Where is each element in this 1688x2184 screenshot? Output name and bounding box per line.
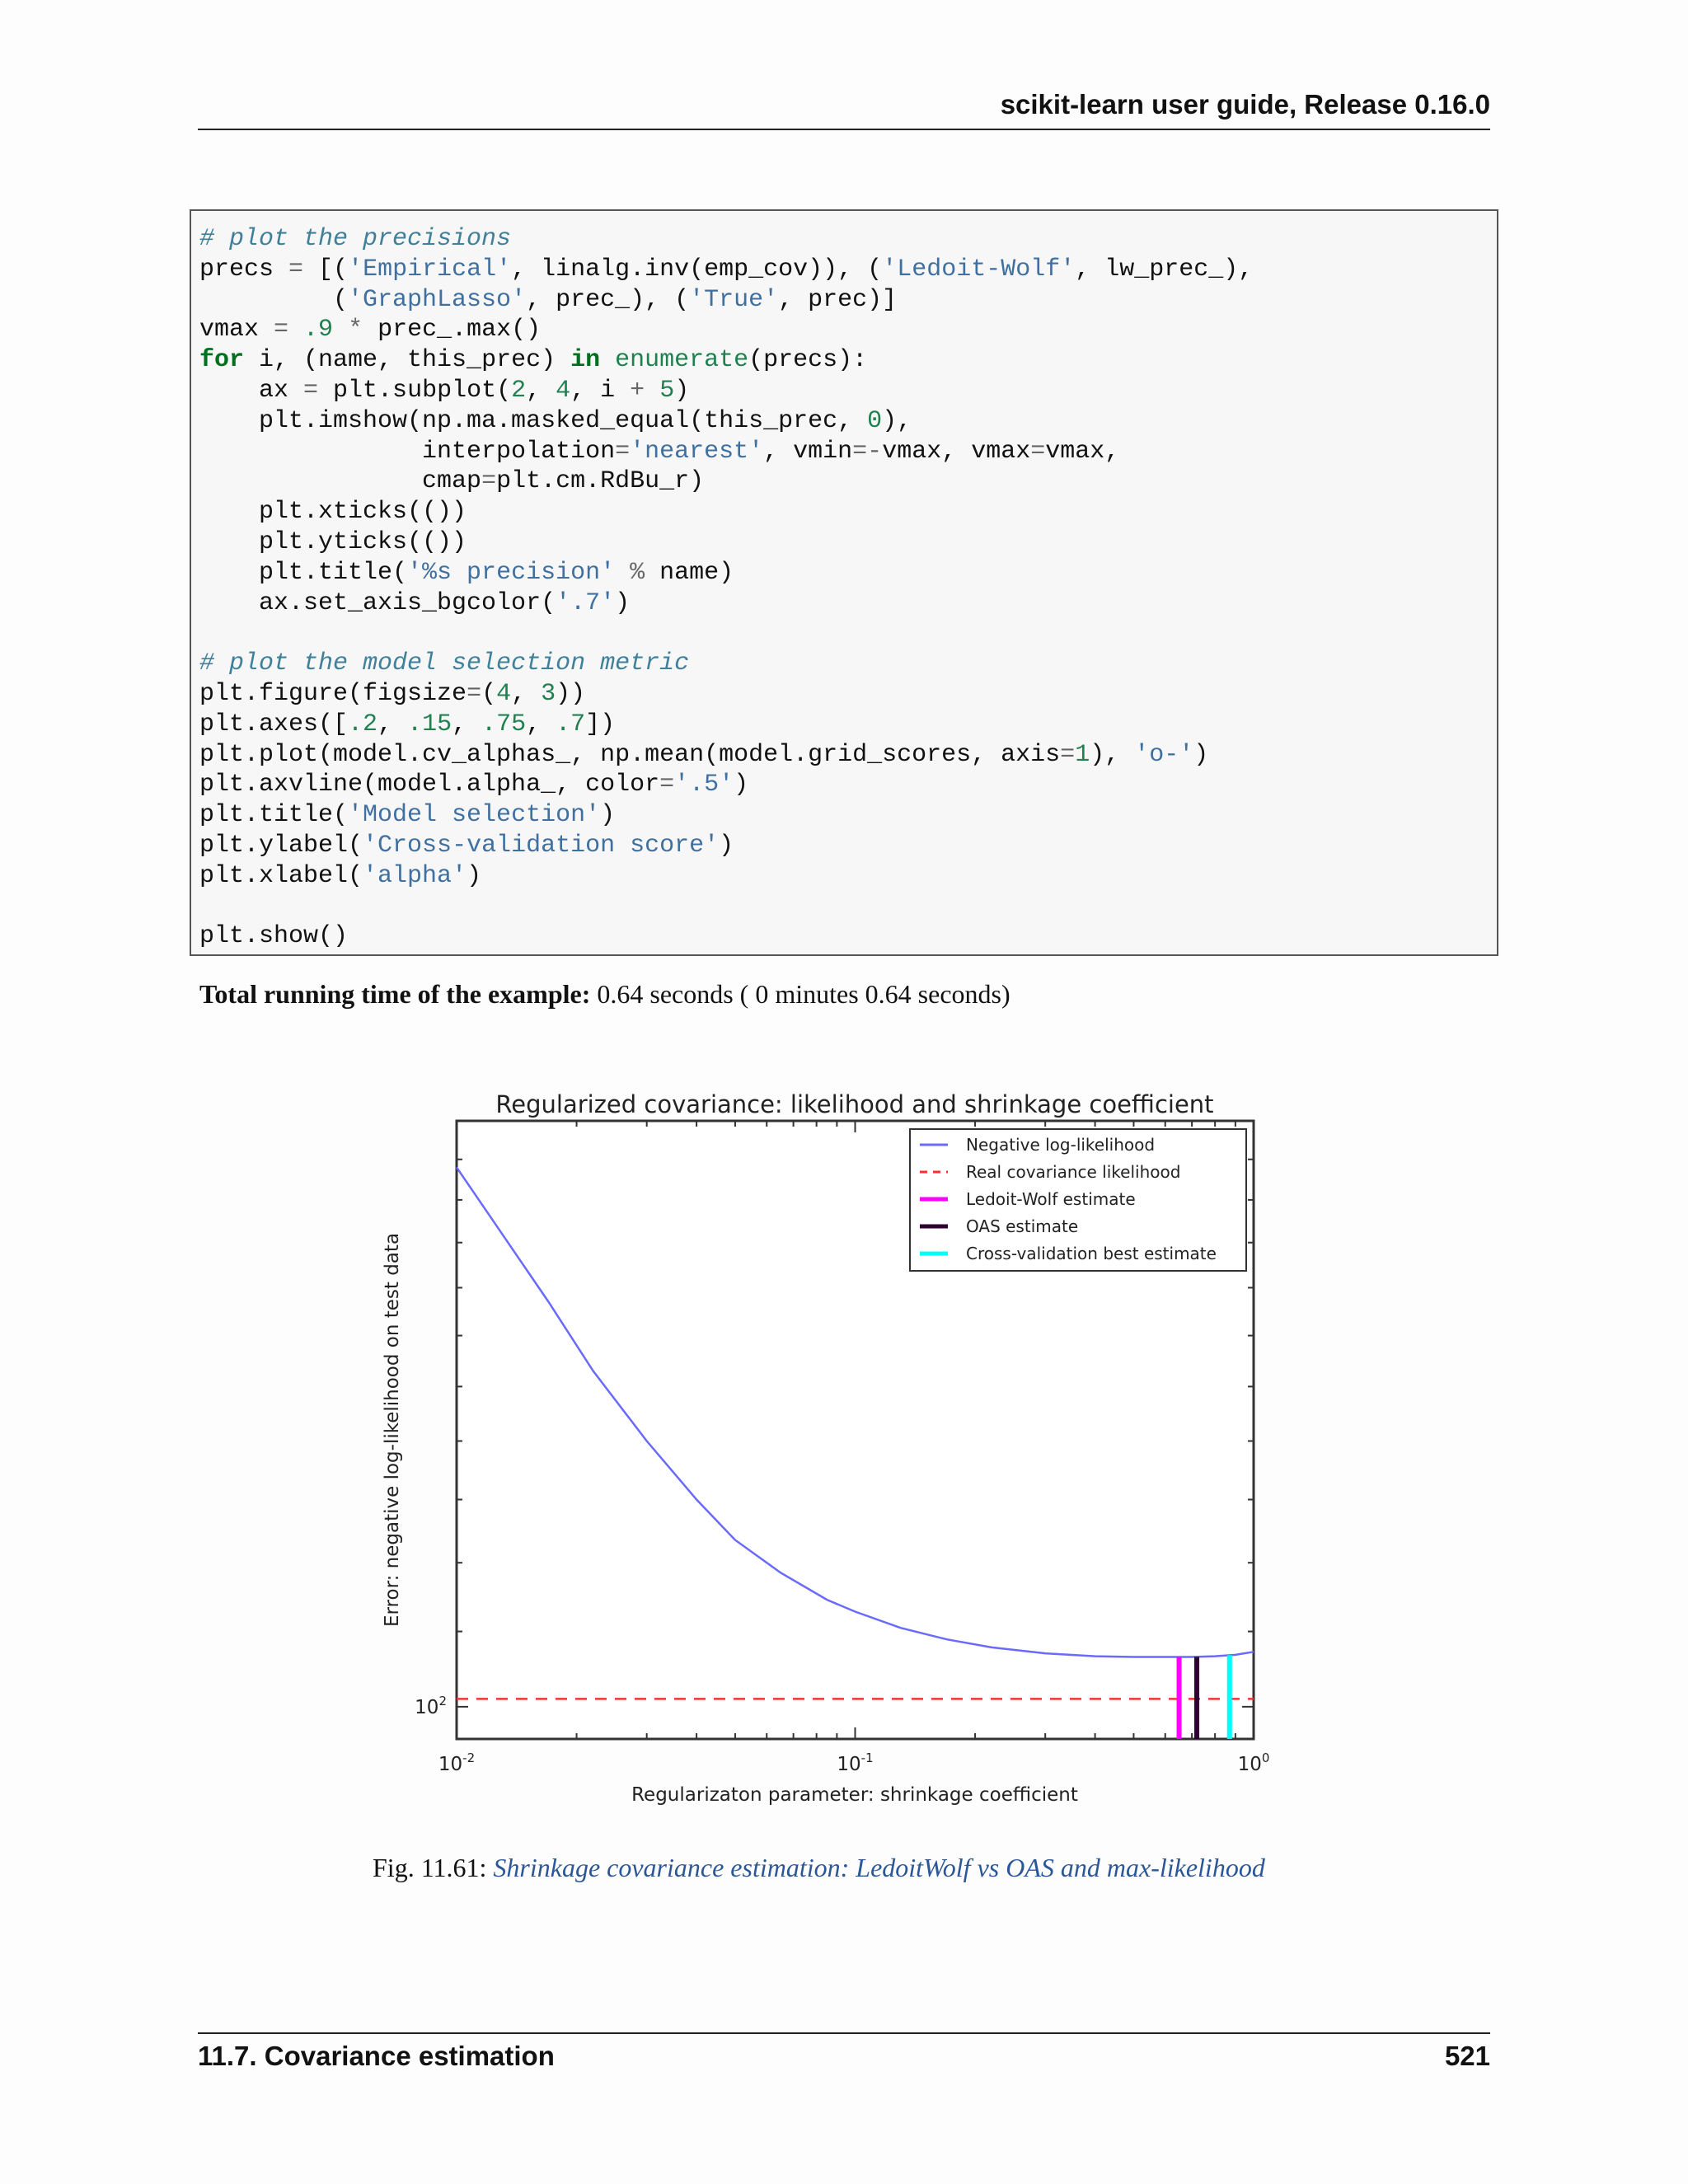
running-header bbox=[198, 89, 1490, 130]
x-tick-exponent: -2 bbox=[462, 1750, 476, 1765]
code-token: = bbox=[615, 437, 631, 466]
code-token: plt.subplot( bbox=[318, 376, 512, 405]
code-token: .7 bbox=[556, 710, 586, 738]
code-line bbox=[199, 831, 1489, 861]
code-token: ) bbox=[467, 861, 482, 890]
code-token: * bbox=[348, 316, 363, 344]
page-number: 521 bbox=[1444, 2041, 1490, 2071]
x-axis-label: Regularizaton parameter: shrinkage coefficient bbox=[631, 1784, 1078, 1806]
code-line bbox=[199, 558, 1489, 588]
code-token: precs bbox=[199, 255, 289, 284]
code-token: , bbox=[526, 710, 556, 738]
code-token: , lw_prec_), bbox=[1075, 255, 1254, 284]
code-token: (precs): bbox=[748, 346, 868, 375]
code-token: plt.show() bbox=[199, 922, 349, 951]
code-line bbox=[199, 892, 1489, 922]
code-token: , bbox=[452, 710, 482, 738]
code-token: 'True' bbox=[689, 285, 779, 314]
code-token: 2 bbox=[511, 376, 527, 405]
code-token: 'alpha' bbox=[363, 861, 467, 890]
code-token bbox=[600, 346, 615, 374]
code-token: , vmin bbox=[763, 437, 853, 466]
code-line bbox=[199, 224, 1489, 255]
code-token: 5 bbox=[659, 376, 675, 405]
code-token: = bbox=[467, 679, 482, 708]
code-token: )) bbox=[556, 679, 586, 708]
running-time-value: 0.64 seconds ( 0 minutes 0.64 seconds) bbox=[597, 979, 1010, 1009]
code-token: + bbox=[630, 376, 645, 405]
code-token: vmax, bbox=[1045, 437, 1120, 466]
code-token: plt.xticks(()) bbox=[199, 498, 467, 527]
legend-label: Real covariance likelihood bbox=[966, 1162, 1181, 1182]
code-token: ) bbox=[615, 588, 631, 617]
code-token: % bbox=[630, 558, 645, 587]
code-token: .9 bbox=[303, 316, 334, 344]
code-token: plt.axes([ bbox=[199, 710, 349, 738]
code-token: ), bbox=[1090, 740, 1135, 769]
code-token: plt.axvline(model.alpha_, color bbox=[199, 771, 660, 799]
code-token: cmap bbox=[199, 467, 482, 496]
code-token: plt.imshow(np.ma.masked_equal(this_prec, bbox=[199, 406, 868, 435]
y-axis-label: Error: negative log-likelihood on test data bbox=[382, 1232, 403, 1628]
code-token: plt.plot(model.cv_alphas_, np.mean(model.grid_scores, axis bbox=[199, 740, 1061, 769]
y-tick-base: 10 bbox=[415, 1696, 439, 1718]
code-token: vmax bbox=[199, 316, 274, 344]
code-token: , linalg.inv(emp_cov)), ( bbox=[511, 255, 883, 284]
code-token: for bbox=[199, 346, 245, 375]
code-line bbox=[199, 861, 1489, 892]
code-token: name) bbox=[645, 558, 734, 587]
code-line bbox=[199, 466, 1489, 497]
code-token: ), bbox=[882, 406, 912, 435]
code-token: [( bbox=[303, 255, 349, 284]
code-token bbox=[615, 559, 630, 587]
code-token: ) bbox=[1193, 740, 1209, 769]
code-token: .75 bbox=[481, 710, 527, 738]
code-line bbox=[199, 800, 1489, 831]
code-token: ) bbox=[719, 831, 734, 860]
code-line bbox=[199, 710, 1489, 740]
code-token: ) bbox=[600, 801, 616, 830]
code-line bbox=[199, 437, 1489, 467]
legend-label: OAS estimate bbox=[966, 1216, 1079, 1236]
code-token: =- bbox=[852, 437, 883, 466]
code-token: enumerate bbox=[615, 346, 749, 375]
x-tick-base: 10 bbox=[1237, 1754, 1262, 1775]
code-token: 'Model selection' bbox=[348, 801, 601, 830]
code-token: '%s precision' bbox=[407, 558, 616, 587]
code-token: 'Ledoit-Wolf' bbox=[882, 255, 1076, 284]
legend-label: Ledoit-Wolf estimate bbox=[966, 1189, 1136, 1209]
code-token: ( bbox=[199, 285, 349, 314]
x-tick-base: 10 bbox=[837, 1754, 861, 1775]
code-line bbox=[199, 406, 1489, 437]
code-token: '.5' bbox=[674, 771, 734, 799]
code-token: 3 bbox=[541, 679, 556, 708]
legend-label: Negative log-likelihood bbox=[966, 1135, 1156, 1155]
code-token: = bbox=[1030, 437, 1046, 466]
code-token: plt.ylabel( bbox=[199, 831, 363, 860]
running-time-label: Total running time of the example: bbox=[199, 979, 591, 1009]
likelihood-chart bbox=[371, 1071, 1286, 1813]
code-token: = bbox=[288, 255, 304, 284]
code-token: ) bbox=[674, 376, 690, 405]
code-line bbox=[199, 740, 1489, 771]
code-token: ( bbox=[481, 679, 497, 708]
code-line bbox=[199, 770, 1489, 800]
code-line bbox=[199, 255, 1489, 285]
legend-label: Cross-validation best estimate bbox=[966, 1244, 1217, 1263]
x-tick-exponent: 0 bbox=[1261, 1750, 1270, 1765]
code-token: = bbox=[659, 771, 675, 799]
code-token: i, (name, this_prec) bbox=[244, 346, 571, 375]
code-token: ]) bbox=[585, 710, 616, 738]
figure-caption bbox=[373, 1853, 1265, 1883]
caption-title[interactable]: Shrinkage covariance estimation: LedoitWolf vs OAS and max-likelihood bbox=[493, 1853, 1265, 1882]
code-token: 4 bbox=[496, 679, 512, 708]
code-line bbox=[199, 315, 1489, 345]
code-token: .15 bbox=[407, 710, 452, 738]
code-token: , i bbox=[570, 376, 631, 405]
code-token: # plot the model selection metric bbox=[199, 649, 690, 678]
code-line bbox=[199, 376, 1489, 406]
code-token: , prec)] bbox=[778, 285, 898, 314]
code-token: ax.set_axis_bgcolor( bbox=[199, 588, 556, 617]
code-token: 'o-' bbox=[1134, 740, 1194, 769]
code-line bbox=[199, 527, 1489, 558]
code-line bbox=[199, 649, 1489, 679]
code-token: .2 bbox=[348, 710, 378, 738]
code-token: , bbox=[526, 376, 556, 405]
code-token: plt.title( bbox=[199, 558, 408, 587]
code-token: prec_.max() bbox=[363, 316, 542, 344]
code-token: ) bbox=[734, 771, 749, 799]
code-token: 0 bbox=[867, 406, 883, 435]
code-token: = bbox=[1060, 740, 1076, 769]
code-line bbox=[199, 285, 1489, 316]
code-line bbox=[199, 618, 1489, 649]
code-token: , prec_), ( bbox=[526, 285, 690, 314]
code-token: plt.cm.RdBu_r) bbox=[496, 467, 705, 496]
x-tick-base: 10 bbox=[438, 1754, 463, 1775]
code-token: '.7' bbox=[556, 588, 616, 617]
caption-label: Fig. 11.61: bbox=[373, 1853, 487, 1882]
code-line bbox=[199, 921, 1489, 952]
code-token: 'Empirical' bbox=[348, 255, 512, 284]
code-token: # plot the precisions bbox=[199, 225, 512, 253]
code-token: vmax, vmax bbox=[882, 437, 1031, 466]
code-token bbox=[645, 377, 659, 405]
chart-title: Regularized covariance: likelihood and shrinkage coefficient bbox=[495, 1090, 1214, 1118]
code-block bbox=[190, 209, 1498, 956]
code-line bbox=[199, 497, 1489, 527]
chart-legend bbox=[910, 1129, 1246, 1271]
code-token: 'nearest' bbox=[630, 437, 764, 466]
code-token: = bbox=[481, 467, 497, 496]
code-token: in bbox=[570, 346, 601, 375]
code-token: ax bbox=[199, 376, 304, 405]
code-token: 'Cross-validation score' bbox=[363, 831, 720, 860]
code-token: plt.figure(figsize bbox=[199, 679, 467, 708]
footer-section: 11.7. Covariance estimation bbox=[198, 2041, 555, 2071]
code-token: , bbox=[377, 710, 408, 738]
code-token: plt.yticks(()) bbox=[199, 527, 467, 556]
code-token bbox=[288, 316, 303, 344]
code-token: , bbox=[511, 679, 542, 708]
code-token: plt.xlabel( bbox=[199, 861, 363, 890]
header-title: scikit-learn user guide, Release 0.16.0 bbox=[1000, 89, 1490, 120]
code-token: = bbox=[274, 316, 289, 344]
code-token: 'GraphLasso' bbox=[348, 285, 527, 314]
x-tick-exponent: -1 bbox=[860, 1750, 874, 1765]
code-line bbox=[199, 588, 1489, 619]
code-token: plt.title( bbox=[199, 801, 349, 830]
y-tick-exponent: 2 bbox=[438, 1693, 447, 1708]
code-token: 4 bbox=[556, 376, 571, 405]
code-line bbox=[199, 679, 1489, 710]
code-token: 1 bbox=[1075, 740, 1090, 769]
code-token: interpolation bbox=[199, 437, 616, 466]
running-time bbox=[199, 979, 1010, 1010]
code-token bbox=[333, 316, 348, 344]
page-footer bbox=[198, 2032, 1490, 2072]
code-line bbox=[199, 345, 1489, 376]
code-token: = bbox=[303, 376, 319, 405]
